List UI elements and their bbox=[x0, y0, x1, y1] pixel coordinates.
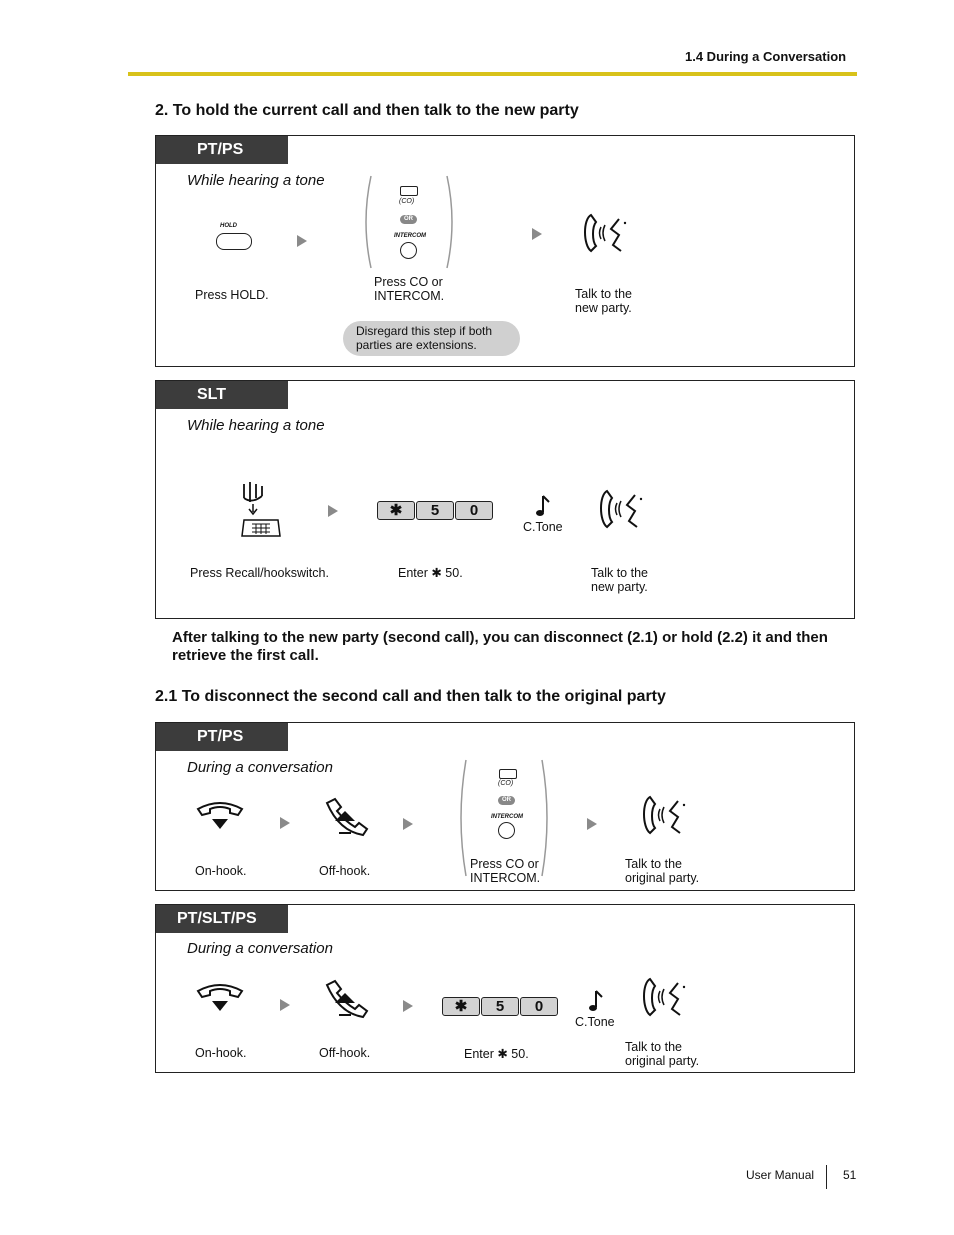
step-talk-original-party: Talk to the original party. bbox=[625, 857, 700, 885]
tab-ptps: PT/PS bbox=[156, 136, 288, 164]
confirmation-tone-icon bbox=[534, 494, 552, 520]
dial-keys bbox=[442, 997, 558, 1016]
arrow-icon bbox=[280, 999, 290, 1011]
panel-slt-hold bbox=[155, 380, 855, 619]
recall-hookswitch-icon bbox=[238, 480, 286, 538]
off-hook-icon bbox=[321, 979, 369, 1019]
key-star: ✱ bbox=[442, 997, 480, 1016]
key-0: 0 bbox=[455, 501, 493, 520]
on-hook-icon bbox=[194, 981, 246, 1015]
step-on-hook: On-hook. bbox=[195, 864, 247, 878]
footer-divider bbox=[826, 1165, 827, 1189]
arrow-icon bbox=[280, 817, 290, 829]
hold-key-icon bbox=[216, 233, 252, 250]
panel-ptps-hold bbox=[155, 135, 855, 367]
note-paragraph: After talking to the new party (second call), you can disconnect (2.1) or hold (2.2) it and then retrieve the first call. bbox=[172, 629, 828, 664]
arrow-icon bbox=[297, 235, 307, 247]
step-talk-new-party: Talk to the new party. bbox=[575, 287, 632, 315]
arrow-icon bbox=[403, 818, 413, 830]
co-key-label: (CO) bbox=[498, 780, 514, 787]
section-21-title: 2.1 To disconnect the second call and then talk to the original party bbox=[155, 688, 666, 705]
or-badge: OR bbox=[400, 215, 417, 224]
tab-slt: SLT bbox=[156, 381, 288, 409]
arrow-icon bbox=[403, 1000, 413, 1012]
header-rule bbox=[128, 72, 857, 76]
step-off-hook: Off-hook. bbox=[319, 864, 371, 878]
note-bubble: Disregard this step if both parties are extensions. bbox=[343, 321, 520, 356]
step-press-hold: Press HOLD. bbox=[195, 288, 269, 302]
key-star: ✱ bbox=[377, 501, 415, 520]
tab-ptps: PT/PS bbox=[156, 723, 288, 751]
running-header: 1.4 During a Conversation bbox=[685, 49, 847, 64]
step-talk-original-party: Talk to the original party. bbox=[625, 1040, 700, 1068]
hold-key-label: HOLD bbox=[220, 223, 237, 229]
step-enter-code: Enter ✱ 50. bbox=[464, 1047, 529, 1061]
key-0: 0 bbox=[520, 997, 558, 1016]
co-key-icon bbox=[499, 769, 517, 779]
step-press-co-intercom: Press CO or INTERCOM. bbox=[374, 275, 445, 303]
step-press-co-intercom: Press CO or INTERCOM. bbox=[470, 857, 541, 885]
section-2-title: 2. To hold the current call and then talk to the new party bbox=[155, 102, 579, 119]
off-hook-icon bbox=[321, 797, 369, 837]
co-key-label: (CO) bbox=[399, 198, 415, 205]
tab-ptsltps: PT/SLT/PS bbox=[156, 905, 288, 933]
arrow-icon bbox=[532, 228, 542, 240]
panel-ptps-disconnect bbox=[155, 722, 855, 891]
talk-handset-icon bbox=[640, 793, 688, 837]
condition-text: During a conversation bbox=[187, 759, 333, 776]
ctone-label: C.Tone bbox=[575, 1015, 615, 1029]
step-on-hook: On-hook. bbox=[195, 1046, 247, 1060]
intercom-key-label: INTERCOM bbox=[394, 233, 426, 239]
talk-handset-icon bbox=[581, 211, 629, 255]
step-talk-new-party: Talk to the new party. bbox=[591, 566, 648, 594]
panel-ptsltps-disconnect bbox=[155, 904, 855, 1073]
talk-handset-icon bbox=[640, 975, 688, 1019]
intercom-key-icon bbox=[498, 822, 515, 839]
dial-keys bbox=[377, 501, 493, 520]
intercom-key-label: INTERCOM bbox=[491, 814, 523, 820]
arrow-icon bbox=[587, 818, 597, 830]
intercom-key-icon bbox=[400, 242, 417, 259]
page-number: 51 bbox=[843, 1168, 857, 1182]
step-enter-code: Enter ✱ 50. bbox=[398, 566, 463, 580]
step-press-recall: Press Recall/hookswitch. bbox=[190, 566, 329, 580]
ctone-label: C.Tone bbox=[523, 520, 563, 534]
or-badge: OR bbox=[498, 796, 515, 805]
key-5: 5 bbox=[416, 501, 454, 520]
condition-text: While hearing a tone bbox=[187, 172, 325, 189]
footer-label: User Manual bbox=[746, 1168, 815, 1182]
condition-text: While hearing a tone bbox=[187, 417, 325, 434]
key-5: 5 bbox=[481, 997, 519, 1016]
step-off-hook: Off-hook. bbox=[319, 1046, 371, 1060]
talk-handset-icon bbox=[597, 487, 645, 531]
arrow-icon bbox=[328, 505, 338, 517]
confirmation-tone-icon bbox=[587, 989, 605, 1015]
condition-text: During a conversation bbox=[187, 940, 333, 957]
on-hook-icon bbox=[194, 799, 246, 833]
co-key-icon bbox=[400, 186, 418, 196]
